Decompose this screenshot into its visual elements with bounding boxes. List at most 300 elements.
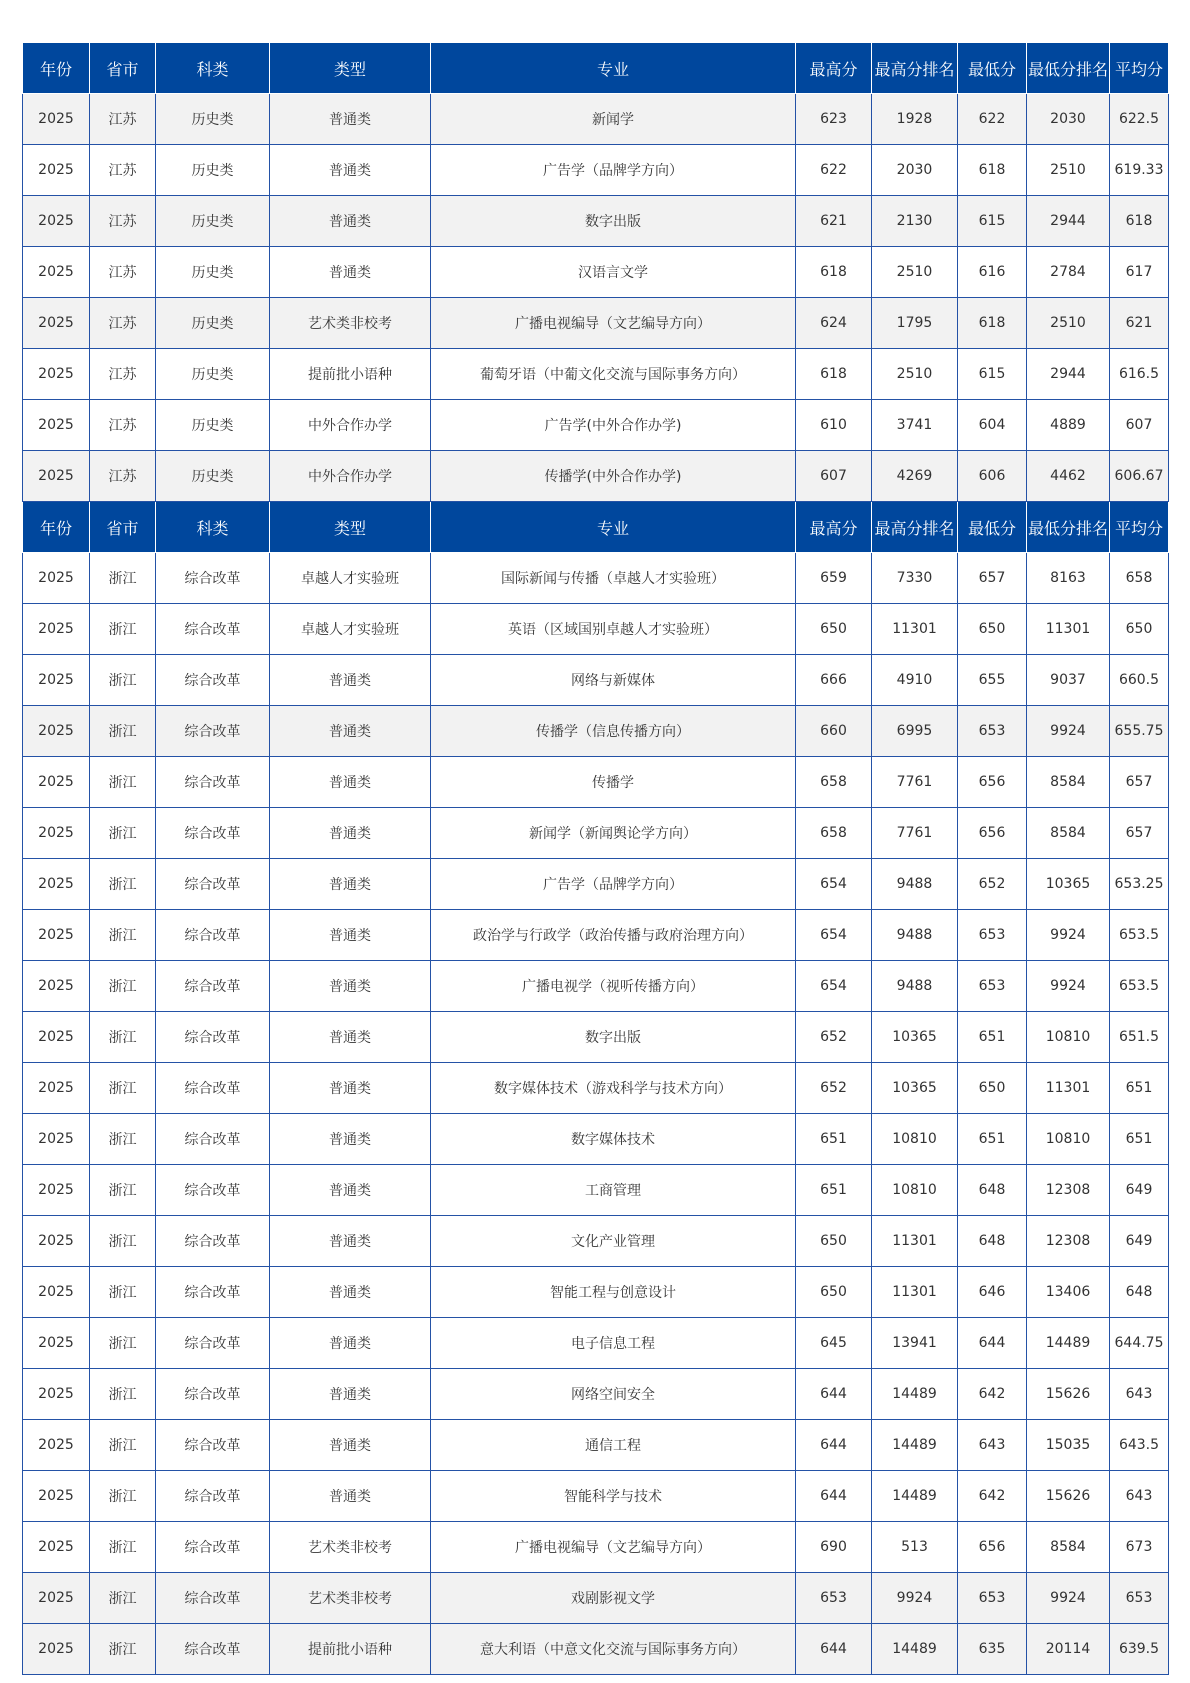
cell-min-score: 642 [958,1369,1027,1420]
cell-subject: 综合改革 [156,757,270,808]
cell-max-score: 644 [796,1420,872,1471]
cell-avg-score: 673 [1110,1522,1169,1573]
cell-max-rank: 11301 [872,1216,958,1267]
cell-avg-score: 650 [1110,604,1169,655]
cell-min-score: 655 [958,655,1027,706]
cell-max-rank: 14489 [872,1624,958,1675]
cell-max-score: 690 [796,1522,872,1573]
cell-province: 江苏 [90,451,156,502]
cell-max-rank: 7761 [872,808,958,859]
table-row [23,451,1169,502]
cell-type: 中外合作办学 [270,451,431,502]
cell-max-score: 659 [796,553,872,604]
cell-province: 浙江 [90,1420,156,1471]
cell-max-rank: 14489 [872,1471,958,1522]
table-row [23,1369,1169,1420]
cell-province: 江苏 [90,145,156,196]
cell-avg-score: 619.33 [1110,145,1169,196]
cell-min-rank: 10365 [1027,859,1110,910]
cell-subject: 综合改革 [156,1624,270,1675]
cell-type: 提前批小语种 [270,349,431,400]
cell-min-score: 618 [958,145,1027,196]
cell-subject: 历史类 [156,247,270,298]
cell-min-score: 618 [958,298,1027,349]
header-avg-score: 平均分 [1110,502,1169,553]
cell-max-score: 645 [796,1318,872,1369]
table-row [23,1267,1169,1318]
cell-province: 浙江 [90,757,156,808]
cell-max-score: 660 [796,706,872,757]
cell-subject: 综合改革 [156,1471,270,1522]
table-row [23,1318,1169,1369]
cell-min-score: 616 [958,247,1027,298]
cell-province: 浙江 [90,1573,156,1624]
cell-max-score: 651 [796,1114,872,1165]
header-min-rank: 最低分排名 [1027,43,1110,94]
cell-avg-score: 660.5 [1110,655,1169,706]
cell-avg-score: 649 [1110,1165,1169,1216]
cell-type: 卓越人才实验班 [270,553,431,604]
cell-min-rank: 4462 [1027,451,1110,502]
cell-max-score: 651 [796,1165,872,1216]
cell-year: 2025 [23,1114,90,1165]
admission-scores-table-container [22,42,1169,1675]
cell-max-score: 658 [796,757,872,808]
header-avg-score: 平均分 [1110,43,1169,94]
cell-type: 普通类 [270,808,431,859]
cell-min-score: 615 [958,196,1027,247]
cell-major: 数字媒体技术（游戏科学与技术方向） [431,1063,796,1114]
cell-max-rank: 4269 [872,451,958,502]
table-row [23,553,1169,604]
cell-province: 浙江 [90,808,156,859]
cell-min-score: 622 [958,94,1027,145]
cell-avg-score: 655.75 [1110,706,1169,757]
cell-min-score: 652 [958,859,1027,910]
cell-subject: 综合改革 [156,1318,270,1369]
cell-major: 通信工程 [431,1420,796,1471]
cell-type: 提前批小语种 [270,1624,431,1675]
cell-year: 2025 [23,1420,90,1471]
cell-subject: 历史类 [156,145,270,196]
cell-max-rank: 2130 [872,196,958,247]
cell-min-rank: 9924 [1027,706,1110,757]
cell-type: 普通类 [270,655,431,706]
table-row [23,145,1169,196]
cell-province: 浙江 [90,1522,156,1573]
cell-province: 浙江 [90,655,156,706]
cell-type: 中外合作办学 [270,400,431,451]
cell-year: 2025 [23,145,90,196]
cell-major: 文化产业管理 [431,1216,796,1267]
table-row [23,298,1169,349]
cell-min-score: 656 [958,1522,1027,1573]
cell-max-rank: 2510 [872,349,958,400]
cell-subject: 历史类 [156,94,270,145]
cell-province: 浙江 [90,706,156,757]
cell-province: 浙江 [90,1012,156,1063]
cell-min-rank: 10810 [1027,1012,1110,1063]
cell-province: 江苏 [90,196,156,247]
table-row [23,400,1169,451]
table-row [23,1471,1169,1522]
table-row [23,961,1169,1012]
cell-avg-score: 651.5 [1110,1012,1169,1063]
cell-min-rank: 12308 [1027,1165,1110,1216]
header-major: 专业 [431,43,796,94]
cell-avg-score: 617 [1110,247,1169,298]
cell-province: 浙江 [90,910,156,961]
table-row [23,757,1169,808]
cell-avg-score: 653.5 [1110,961,1169,1012]
cell-year: 2025 [23,1063,90,1114]
cell-major: 汉语言文学 [431,247,796,298]
cell-min-score: 648 [958,1216,1027,1267]
cell-subject: 综合改革 [156,1573,270,1624]
cell-major: 新闻学（新闻舆论学方向） [431,808,796,859]
cell-year: 2025 [23,1624,90,1675]
cell-major: 英语（区域国别卓越人才实验班） [431,604,796,655]
cell-subject: 历史类 [156,196,270,247]
cell-type: 普通类 [270,1114,431,1165]
cell-min-score: 644 [958,1318,1027,1369]
cell-subject: 综合改革 [156,1216,270,1267]
cell-avg-score: 658 [1110,553,1169,604]
cell-min-rank: 2510 [1027,298,1110,349]
header-max-rank: 最高分排名 [872,43,958,94]
cell-province: 江苏 [90,247,156,298]
cell-major: 网络空间安全 [431,1369,796,1420]
cell-major: 新闻学 [431,94,796,145]
cell-type: 卓越人才实验班 [270,604,431,655]
cell-min-rank: 4889 [1027,400,1110,451]
table-row [23,1420,1169,1471]
cell-min-rank: 8163 [1027,553,1110,604]
cell-year: 2025 [23,808,90,859]
cell-min-score: 642 [958,1471,1027,1522]
cell-province: 江苏 [90,400,156,451]
cell-max-score: 607 [796,451,872,502]
cell-province: 浙江 [90,553,156,604]
cell-min-rank: 2510 [1027,145,1110,196]
cell-max-score: 658 [796,808,872,859]
cell-type: 艺术类非校考 [270,298,431,349]
table-body [23,43,1169,1675]
cell-subject: 综合改革 [156,604,270,655]
table-row [23,1624,1169,1675]
cell-max-rank: 11301 [872,604,958,655]
cell-min-rank: 20114 [1027,1624,1110,1675]
cell-year: 2025 [23,706,90,757]
cell-min-rank: 13406 [1027,1267,1110,1318]
cell-province: 江苏 [90,349,156,400]
cell-province: 浙江 [90,1165,156,1216]
cell-province: 浙江 [90,604,156,655]
cell-year: 2025 [23,1369,90,1420]
cell-subject: 综合改革 [156,553,270,604]
cell-year: 2025 [23,349,90,400]
header-year: 年份 [23,502,90,553]
admission-scores-table [22,42,1169,1675]
cell-subject: 综合改革 [156,1063,270,1114]
cell-major: 智能科学与技术 [431,1471,796,1522]
cell-min-rank: 2944 [1027,349,1110,400]
cell-subject: 综合改革 [156,859,270,910]
cell-year: 2025 [23,1471,90,1522]
cell-max-rank: 10810 [872,1165,958,1216]
cell-min-rank: 15035 [1027,1420,1110,1471]
table-row [23,1012,1169,1063]
cell-max-rank: 7330 [872,553,958,604]
cell-type: 普通类 [270,1369,431,1420]
cell-max-score: 650 [796,604,872,655]
table-row [23,604,1169,655]
cell-min-score: 656 [958,757,1027,808]
cell-major: 意大利语（中意文化交流与国际事务方向） [431,1624,796,1675]
cell-avg-score: 643 [1110,1471,1169,1522]
cell-type: 普通类 [270,1420,431,1471]
cell-max-score: 624 [796,298,872,349]
cell-max-rank: 10365 [872,1012,958,1063]
cell-min-rank: 2030 [1027,94,1110,145]
table-row [23,1522,1169,1573]
cell-type: 普通类 [270,961,431,1012]
table-row [23,196,1169,247]
header-max-score: 最高分 [796,502,872,553]
cell-year: 2025 [23,1318,90,1369]
table-row [23,859,1169,910]
cell-avg-score: 616.5 [1110,349,1169,400]
cell-max-score: 618 [796,247,872,298]
cell-min-score: 606 [958,451,1027,502]
cell-min-score: 653 [958,910,1027,961]
cell-avg-score: 639.5 [1110,1624,1169,1675]
cell-subject: 综合改革 [156,706,270,757]
cell-type: 普通类 [270,94,431,145]
table-row [23,247,1169,298]
cell-min-score: 651 [958,1012,1027,1063]
cell-min-score: 656 [958,808,1027,859]
cell-avg-score: 643 [1110,1369,1169,1420]
cell-avg-score: 607 [1110,400,1169,451]
cell-subject: 综合改革 [156,1012,270,1063]
cell-year: 2025 [23,247,90,298]
cell-min-rank: 8584 [1027,757,1110,808]
cell-major: 广播电视学（视听传播方向） [431,961,796,1012]
cell-max-rank: 9488 [872,910,958,961]
header-subject: 科类 [156,43,270,94]
table-row [23,1063,1169,1114]
cell-min-score: 648 [958,1165,1027,1216]
cell-max-score: 652 [796,1012,872,1063]
cell-min-rank: 11301 [1027,604,1110,655]
cell-type: 艺术类非校考 [270,1573,431,1624]
cell-major: 葡萄牙语（中葡文化交流与国际事务方向） [431,349,796,400]
cell-max-rank: 14489 [872,1369,958,1420]
cell-max-score: 650 [796,1267,872,1318]
cell-max-rank: 513 [872,1522,958,1573]
cell-major: 智能工程与创意设计 [431,1267,796,1318]
header-type: 类型 [270,43,431,94]
cell-avg-score: 651 [1110,1063,1169,1114]
cell-avg-score: 644.75 [1110,1318,1169,1369]
cell-major: 戏剧影视文学 [431,1573,796,1624]
table-row [23,808,1169,859]
cell-min-rank: 2944 [1027,196,1110,247]
cell-major: 数字出版 [431,1012,796,1063]
cell-subject: 综合改革 [156,655,270,706]
cell-year: 2025 [23,553,90,604]
cell-min-rank: 2784 [1027,247,1110,298]
header-type: 类型 [270,502,431,553]
cell-max-rank: 9488 [872,961,958,1012]
cell-max-rank: 7761 [872,757,958,808]
cell-avg-score: 621 [1110,298,1169,349]
cell-max-rank: 2030 [872,145,958,196]
cell-major: 传播学(中外合作办学) [431,451,796,502]
cell-major: 传播学（信息传播方向） [431,706,796,757]
cell-max-score: 654 [796,859,872,910]
cell-subject: 历史类 [156,298,270,349]
cell-subject: 综合改革 [156,808,270,859]
cell-year: 2025 [23,1573,90,1624]
cell-type: 普通类 [270,145,431,196]
cell-year: 2025 [23,757,90,808]
header-province: 省市 [90,43,156,94]
cell-type: 普通类 [270,910,431,961]
cell-min-score: 604 [958,400,1027,451]
cell-max-score: 650 [796,1216,872,1267]
cell-max-rank: 9924 [872,1573,958,1624]
cell-subject: 综合改革 [156,961,270,1012]
cell-max-rank: 3741 [872,400,958,451]
cell-max-score: 610 [796,400,872,451]
cell-max-score: 653 [796,1573,872,1624]
table-row [23,706,1169,757]
cell-min-rank: 11301 [1027,1063,1110,1114]
cell-min-score: 653 [958,1573,1027,1624]
cell-subject: 综合改革 [156,1114,270,1165]
table-row [23,910,1169,961]
cell-province: 浙江 [90,1063,156,1114]
cell-year: 2025 [23,655,90,706]
cell-major: 网络与新媒体 [431,655,796,706]
cell-max-rank: 2510 [872,247,958,298]
cell-min-rank: 15626 [1027,1471,1110,1522]
cell-avg-score: 657 [1110,808,1169,859]
cell-max-score: 621 [796,196,872,247]
cell-min-rank: 9924 [1027,1573,1110,1624]
cell-subject: 综合改革 [156,1165,270,1216]
cell-year: 2025 [23,1165,90,1216]
cell-province: 浙江 [90,1318,156,1369]
cell-subject: 综合改革 [156,1267,270,1318]
table-row [23,655,1169,706]
cell-avg-score: 622.5 [1110,94,1169,145]
cell-major: 广播电视编导（文艺编导方向） [431,1522,796,1573]
cell-min-rank: 10810 [1027,1114,1110,1165]
cell-type: 普通类 [270,196,431,247]
cell-province: 浙江 [90,1471,156,1522]
cell-year: 2025 [23,451,90,502]
cell-max-score: 652 [796,1063,872,1114]
cell-min-rank: 12308 [1027,1216,1110,1267]
cell-year: 2025 [23,196,90,247]
cell-year: 2025 [23,1522,90,1573]
cell-type: 普通类 [270,757,431,808]
cell-type: 普通类 [270,1267,431,1318]
cell-max-score: 644 [796,1369,872,1420]
cell-min-rank: 8584 [1027,1522,1110,1573]
cell-min-score: 651 [958,1114,1027,1165]
table-row [23,349,1169,400]
table-row [23,1216,1169,1267]
cell-major: 数字出版 [431,196,796,247]
cell-avg-score: 651 [1110,1114,1169,1165]
cell-year: 2025 [23,859,90,910]
cell-subject: 综合改革 [156,1420,270,1471]
cell-min-score: 653 [958,961,1027,1012]
cell-max-rank: 14489 [872,1420,958,1471]
cell-major: 电子信息工程 [431,1318,796,1369]
table-row [23,94,1169,145]
cell-year: 2025 [23,400,90,451]
cell-min-score: 650 [958,1063,1027,1114]
cell-province: 浙江 [90,1267,156,1318]
cell-type: 普通类 [270,247,431,298]
header-min-score: 最低分 [958,43,1027,94]
cell-year: 2025 [23,1267,90,1318]
header-min-score: 最低分 [958,502,1027,553]
cell-max-score: 666 [796,655,872,706]
header-max-rank: 最高分排名 [872,502,958,553]
cell-province: 浙江 [90,859,156,910]
cell-max-score: 644 [796,1471,872,1522]
cell-max-score: 623 [796,94,872,145]
cell-avg-score: 618 [1110,196,1169,247]
cell-type: 普通类 [270,706,431,757]
cell-max-rank: 11301 [872,1267,958,1318]
cell-avg-score: 657 [1110,757,1169,808]
cell-major: 国际新闻与传播（卓越人才实验班） [431,553,796,604]
cell-min-rank: 15626 [1027,1369,1110,1420]
cell-province: 浙江 [90,1624,156,1675]
cell-type: 普通类 [270,1165,431,1216]
cell-type: 艺术类非校考 [270,1522,431,1573]
table-header-row [23,43,1169,94]
cell-type: 普通类 [270,1471,431,1522]
cell-min-score: 635 [958,1624,1027,1675]
header-max-score: 最高分 [796,43,872,94]
cell-major: 传播学 [431,757,796,808]
cell-min-score: 653 [958,706,1027,757]
cell-province: 江苏 [90,298,156,349]
cell-max-score: 654 [796,961,872,1012]
cell-max-score: 622 [796,145,872,196]
cell-avg-score: 653.5 [1110,910,1169,961]
cell-min-rank: 9924 [1027,961,1110,1012]
cell-max-rank: 1928 [872,94,958,145]
cell-subject: 历史类 [156,349,270,400]
cell-type: 普通类 [270,1318,431,1369]
header-province: 省市 [90,502,156,553]
cell-province: 浙江 [90,1216,156,1267]
cell-subject: 综合改革 [156,1369,270,1420]
cell-min-rank: 8584 [1027,808,1110,859]
cell-year: 2025 [23,910,90,961]
cell-year: 2025 [23,961,90,1012]
header-major: 专业 [431,502,796,553]
